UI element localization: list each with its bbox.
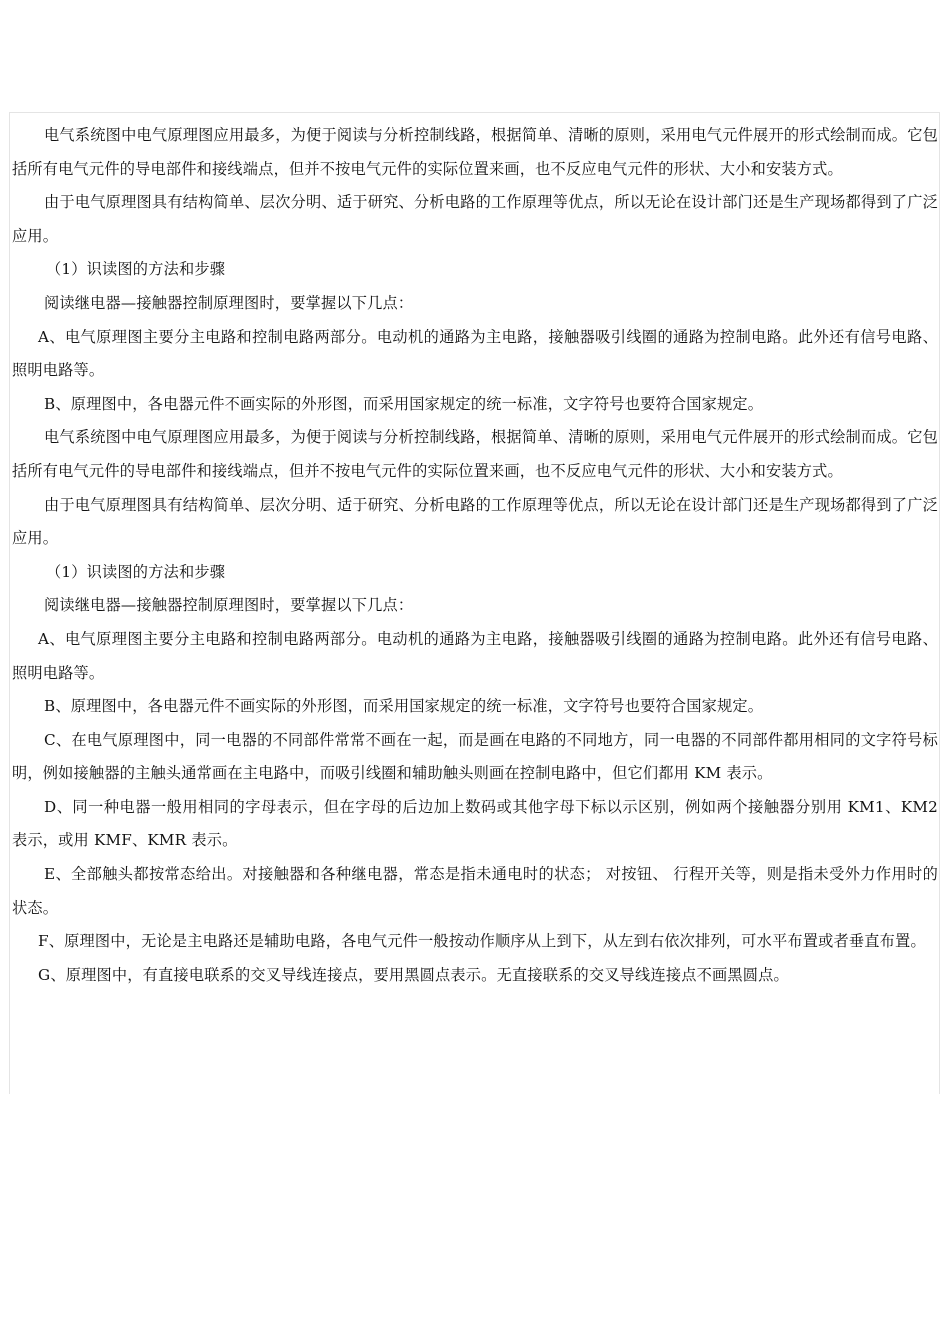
paragraph: （1）识读图的方法和步骤 — [46, 562, 226, 581]
paragraph: G、原理图中，有直接电联系的交叉导线连接点，要用黑圆点表示。无直接联系的交叉导线连接点不画黑圆点。 — [38, 965, 789, 984]
paragraph: E、全部触头都按常态给出。对接触器和各种继电器，常态是指未通电时的状态； 对按钮、 行程开关等，则是指未受外力作用时的状态。 — [12, 865, 938, 917]
paragraph: 阅读继电器—接触器控制原理图时，要掌握以下几点： — [44, 293, 414, 312]
paragraph: 电气系统图中电气原理图应用最多，为便于阅读与分析控制线路，根据简单、清晰的原则，采用电气元件展开的形式绘制而成。它包括所有电气元件的导电部件和接线端点，但并不按电气元件的实际位置来画，也不反应电气元件的形状、大小和安装方式。 — [12, 126, 938, 178]
paragraph: C、在电气原理图中，同一电器的不同部件常常不画在一起，而是画在电路的不同地方，同一电器的不同部件都用相同的文字符号标明，例如接触器的主触头通常画在主电路中，而吸引线圈和辅助触头则画在控制电路中，但它们都用 KM 表示。 — [12, 730, 938, 783]
paragraph: 阅读继电器—接触器控制原理图时，要掌握以下几点： — [44, 596, 414, 615]
paragraph: D、同一种电器一般用相同的字母表示，但在字母的后边加上数码或其他字母下标以示区别，例如两个接触器分别用 KM1、KM2 表示，或用 KMF、KMR 表示。 — [12, 797, 938, 850]
paragraph: A、电气原理图主要分主电路和控制电路两部分。电动机的通路为主电路，接触器吸引线圈的通路为控制电路。此外还有信号电路、 照明电路等。 — [12, 629, 938, 682]
document-body — [12, 119, 938, 992]
paragraph: 电气系统图中电气原理图应用最多，为便于阅读与分析控制线路，根据简单、清晰的原则，采用电气元件展开的形式绘制而成。它包括所有电气元件的导电部件和接线端点，但并不按电气元件的实际位置来画，也不反应电气元件的形状、大小和安装方式。 — [12, 428, 938, 480]
paragraph: F、原理图中，无论是主电路还是辅助电路，各电气元件一般按动作顺序从上到下，从左到右依次排列，可水平布置或者垂直布置。 — [38, 932, 926, 951]
paragraph: 由于电气原理图具有结构简单、层次分明、适于研究、分析电路的工作原理等优点，所以无论在设计部门还是生产现场都得到了广泛应用。 — [12, 495, 938, 548]
paragraph: 由于电气原理图具有结构简单、层次分明、适于研究、分析电路的工作原理等优点，所以无论在设计部门还是生产现场都得到了广泛应用。 — [12, 193, 938, 245]
paragraph: B、原理图中，各电器元件不画实际的外形图，而采用国家规定的统一标准，文字符号也要符合国家规定。 — [44, 394, 764, 413]
paragraph: B、原理图中，各电器元件不画实际的外形图，而采用国家规定的统一标准，文字符号也要符合国家规定。 — [44, 697, 764, 716]
paragraph: A、电气原理图主要分主电路和控制电路两部分。电动机的通路为主电路，接触器吸引线圈的通路为控制电路。此外还有信号电路、 照明电路等。 — [12, 327, 938, 380]
paragraph: （1）识读图的方法和步骤 — [46, 260, 226, 279]
